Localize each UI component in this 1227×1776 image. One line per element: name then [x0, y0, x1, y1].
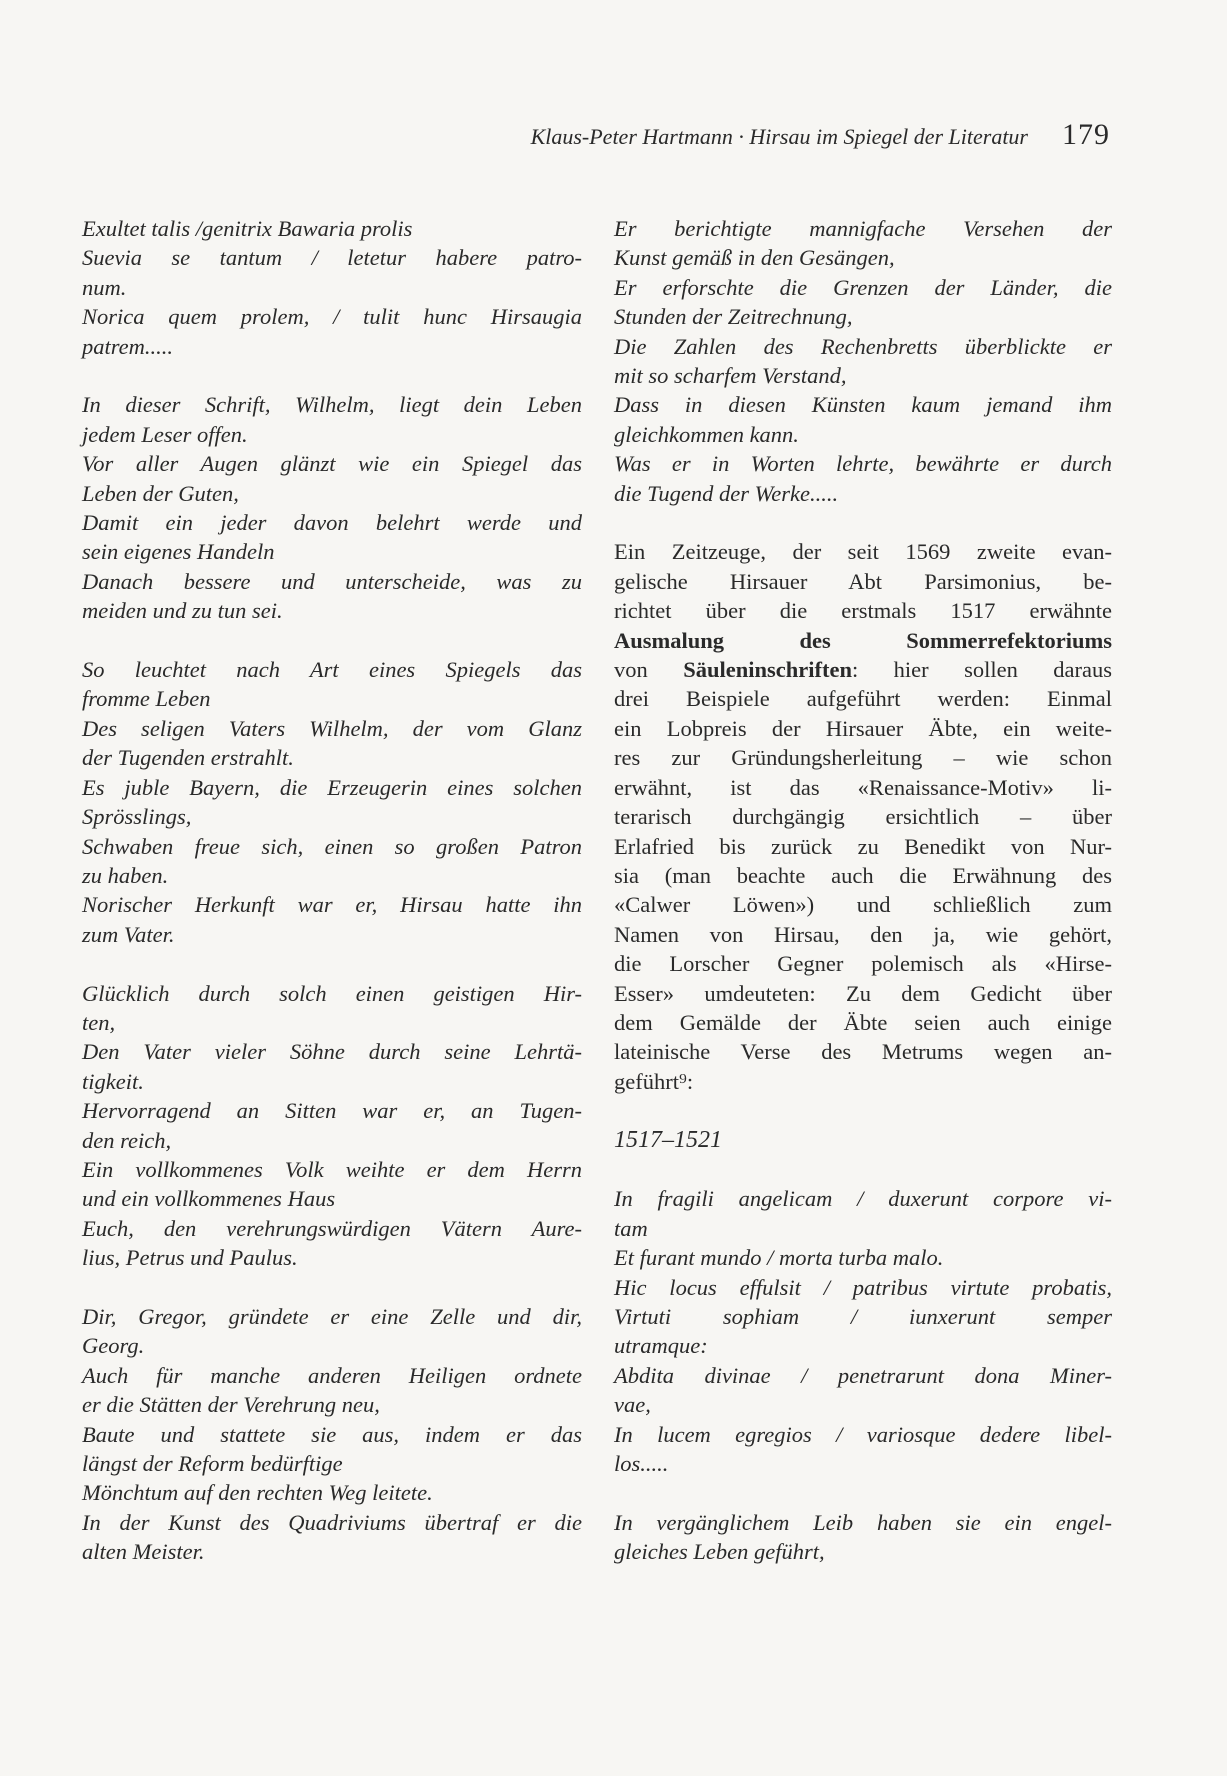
text-line: sia (man beachte auch die Erwähnung des	[614, 862, 1112, 888]
text-line: ein Lobpreis der Hirsauer Äbte, ein weite-	[614, 715, 1112, 741]
text-line: Hervorragend an Sitten war er, an Tugen-	[82, 1098, 582, 1124]
text-line: res zur Gründungsherleitung – wie schon	[614, 745, 1112, 771]
text-line: die Tugend der Werke.....	[614, 480, 839, 506]
text-line: Er berichtigte mannigfache Versehen der	[614, 216, 1112, 241]
paragraph-gap	[82, 949, 582, 978]
text-line: Abdita divinae / penetrarunt dona Miner-	[614, 1362, 1112, 1388]
text-line: tigkeit.	[82, 1068, 144, 1094]
text-line: meiden und zu tun sei.	[82, 598, 283, 624]
text-line: Namen von Hirsau, den ja, wie gehört,	[614, 921, 1112, 947]
text-line: drei Beispiele aufgeführt werden: Einmal	[614, 686, 1112, 712]
text-line: geführt⁹:	[614, 1068, 694, 1094]
text-line: Ausmalung des Sommerrefektoriums	[614, 627, 1112, 653]
text-line: num.	[82, 274, 127, 300]
text-fragment: von	[614, 657, 684, 683]
text-line: Auch für manche anderen Heiligen ordnete	[82, 1362, 582, 1388]
text-line: Suevia se tantum / letetur habere patro-	[82, 245, 582, 271]
text-line: patrem.....	[82, 333, 174, 359]
text-line: richtet über die erstmals 1517 erwähnte	[614, 598, 1112, 624]
text-line: Vor aller Augen glänzt wie ein Spiegel das	[82, 451, 582, 477]
text-line: mit so scharfem Verstand,	[614, 363, 847, 389]
text-line: Die Zahlen des Rechenbretts überblickte er	[614, 333, 1112, 359]
text-line: terarisch durchgängig ersichtlich – über	[614, 804, 1112, 830]
text-line: Exultet talis /genitrix Bawaria prolis	[82, 216, 413, 241]
text-line: Was er in Worten lehrte, bewährte er durch	[614, 451, 1112, 477]
text-line: Euch, den verehrungswürdigen Vätern Aure-	[82, 1215, 582, 1241]
paragraph-gap	[82, 1273, 582, 1302]
page-number: 179	[1062, 118, 1110, 151]
right-column	[614, 214, 1112, 1567]
section-heading: 1517–1521	[614, 1126, 722, 1153]
text-line: fromme Leben	[82, 686, 211, 712]
text-line: er die Stätten der Verehrung neu,	[82, 1392, 380, 1418]
text-line: Erlafried bis zurück zu Benedikt von Nur-	[614, 833, 1112, 859]
text-line: los.....	[614, 1451, 669, 1477]
text-line: dem Gemälde der Äbte seien auch einige	[614, 1009, 1112, 1035]
text-line	[614, 655, 1112, 684]
text-line: vae,	[614, 1392, 651, 1418]
text-line: Virtuti sophiam / iunxerunt semper	[614, 1303, 1112, 1329]
running-title: Klaus-Peter Hartmann · Hirsau im Spiegel der Literatur	[530, 124, 1028, 149]
text-line: längst der Reform bedürftige	[82, 1451, 343, 1476]
text-line: In lucem egregios / variosque dedere libel-	[614, 1421, 1112, 1447]
text-line: Dir, Gregor, gründete er eine Zelle und dir,	[82, 1303, 582, 1329]
paragraph-gap	[82, 361, 582, 390]
text-line: Esser» umdeuteten: Zu dem Gedicht über	[614, 980, 1112, 1006]
paragraph-gap	[614, 1155, 1112, 1184]
text-line: Schwaben freue sich, einen so großen Patron	[82, 833, 582, 859]
text-line: alten Meister.	[82, 1539, 205, 1565]
text-line: Baute und stattete sie aus, indem er das	[82, 1421, 582, 1447]
text-line: «Calwer Löwen») und schließlich zum	[614, 892, 1112, 918]
paragraph-gap	[614, 1478, 1112, 1507]
running-header	[420, 118, 1110, 158]
text-line: Dass in diesen Künsten kaum jemand ihm	[614, 392, 1112, 418]
text-line: und ein vollkommenes Haus	[82, 1186, 336, 1212]
text-line: tam	[614, 1215, 648, 1241]
text-line: Danach bessere und unterscheide, was zu	[82, 568, 582, 594]
text-line: Georg.	[82, 1333, 145, 1359]
text-line: Mönchtum auf den rechten Weg leitete.	[82, 1480, 433, 1506]
text-line: utramque:	[614, 1333, 708, 1359]
text-line: Den Vater vieler Söhne durch seine Lehrtä-	[82, 1039, 582, 1065]
text-line: In der Kunst des Quadriviums übertraf er die	[82, 1509, 582, 1535]
text-line: zu haben.	[82, 862, 169, 888]
bold-term: Säuleninschriften	[683, 657, 852, 683]
text-line: So leuchtet nach Art eines Spiegels das	[82, 657, 582, 683]
text-line: Des seligen Vaters Wilhelm, der vom Glanz	[82, 715, 582, 741]
paragraph-gap	[614, 508, 1112, 537]
text-line: den reich,	[82, 1127, 172, 1153]
text-line: Sprösslings,	[82, 804, 192, 830]
text-line: ten,	[82, 1009, 116, 1035]
text-line: Es juble Bayern, die Erzeugerin eines solchen	[82, 774, 582, 800]
text-line: Er erforschte die Grenzen der Länder, die	[614, 274, 1112, 300]
text-line: gleiches Leben geführt,	[614, 1539, 825, 1565]
text-line: In vergänglichem Leib haben sie ein engel-	[614, 1509, 1112, 1535]
text-line: die Lorscher Gegner polemisch als «Hirse-	[614, 951, 1112, 977]
text-fragment: : hier sollen daraus	[851, 657, 1113, 683]
text-line: Et furant mundo / morta turba malo.	[614, 1245, 944, 1271]
text-line: Ein vollkommenes Volk weihte er dem Herrn	[82, 1156, 582, 1182]
text-line: Kunst gemäß in den Gesängen,	[614, 245, 895, 271]
paragraph-gap	[614, 1096, 1112, 1125]
text-line: Stunden der Zeitrechnung,	[614, 304, 853, 330]
text-line: Norica quem prolem, / tulit hunc Hirsaugia	[82, 304, 582, 330]
text-line: lateinische Verse des Metrums wegen an-	[614, 1039, 1112, 1065]
text-line: Damit ein jeder davon belehrt werde und	[82, 510, 582, 536]
text-line: In dieser Schrift, Wilhelm, liegt dein Leben	[82, 392, 582, 418]
text-line: Hic locus effulsit / patribus virtute probatis,	[614, 1274, 1112, 1300]
text-line: zum Vater.	[82, 921, 175, 947]
text-line: sein eigenes Handeln	[82, 539, 275, 565]
text-line: Leben der Guten,	[82, 480, 239, 506]
text-line: gleichkommen kann.	[614, 421, 799, 447]
text-line: Ein Zeitzeuge, der seit 1569 zweite evan-	[614, 539, 1112, 565]
text-line: Glücklich durch solch einen geistigen Hir-	[82, 980, 582, 1006]
text-line: jedem Leser offen.	[82, 421, 248, 447]
text-line: lius, Petrus und Paulus.	[82, 1245, 298, 1271]
text-line: der Tugenden erstrahlt.	[82, 745, 294, 771]
paragraph-gap	[82, 626, 582, 655]
text-line: Norischer Herkunft war er, Hirsau hatte ihn	[82, 892, 582, 918]
text-line: gelische Hirsauer Abt Parsimonius, be-	[614, 568, 1112, 594]
left-column	[82, 214, 582, 1567]
text-line: erwähnt, ist das «Renaissance-Motiv» li-	[614, 774, 1112, 800]
text-line: In fragili angelicam / duxerunt corpore vi-	[614, 1186, 1112, 1212]
